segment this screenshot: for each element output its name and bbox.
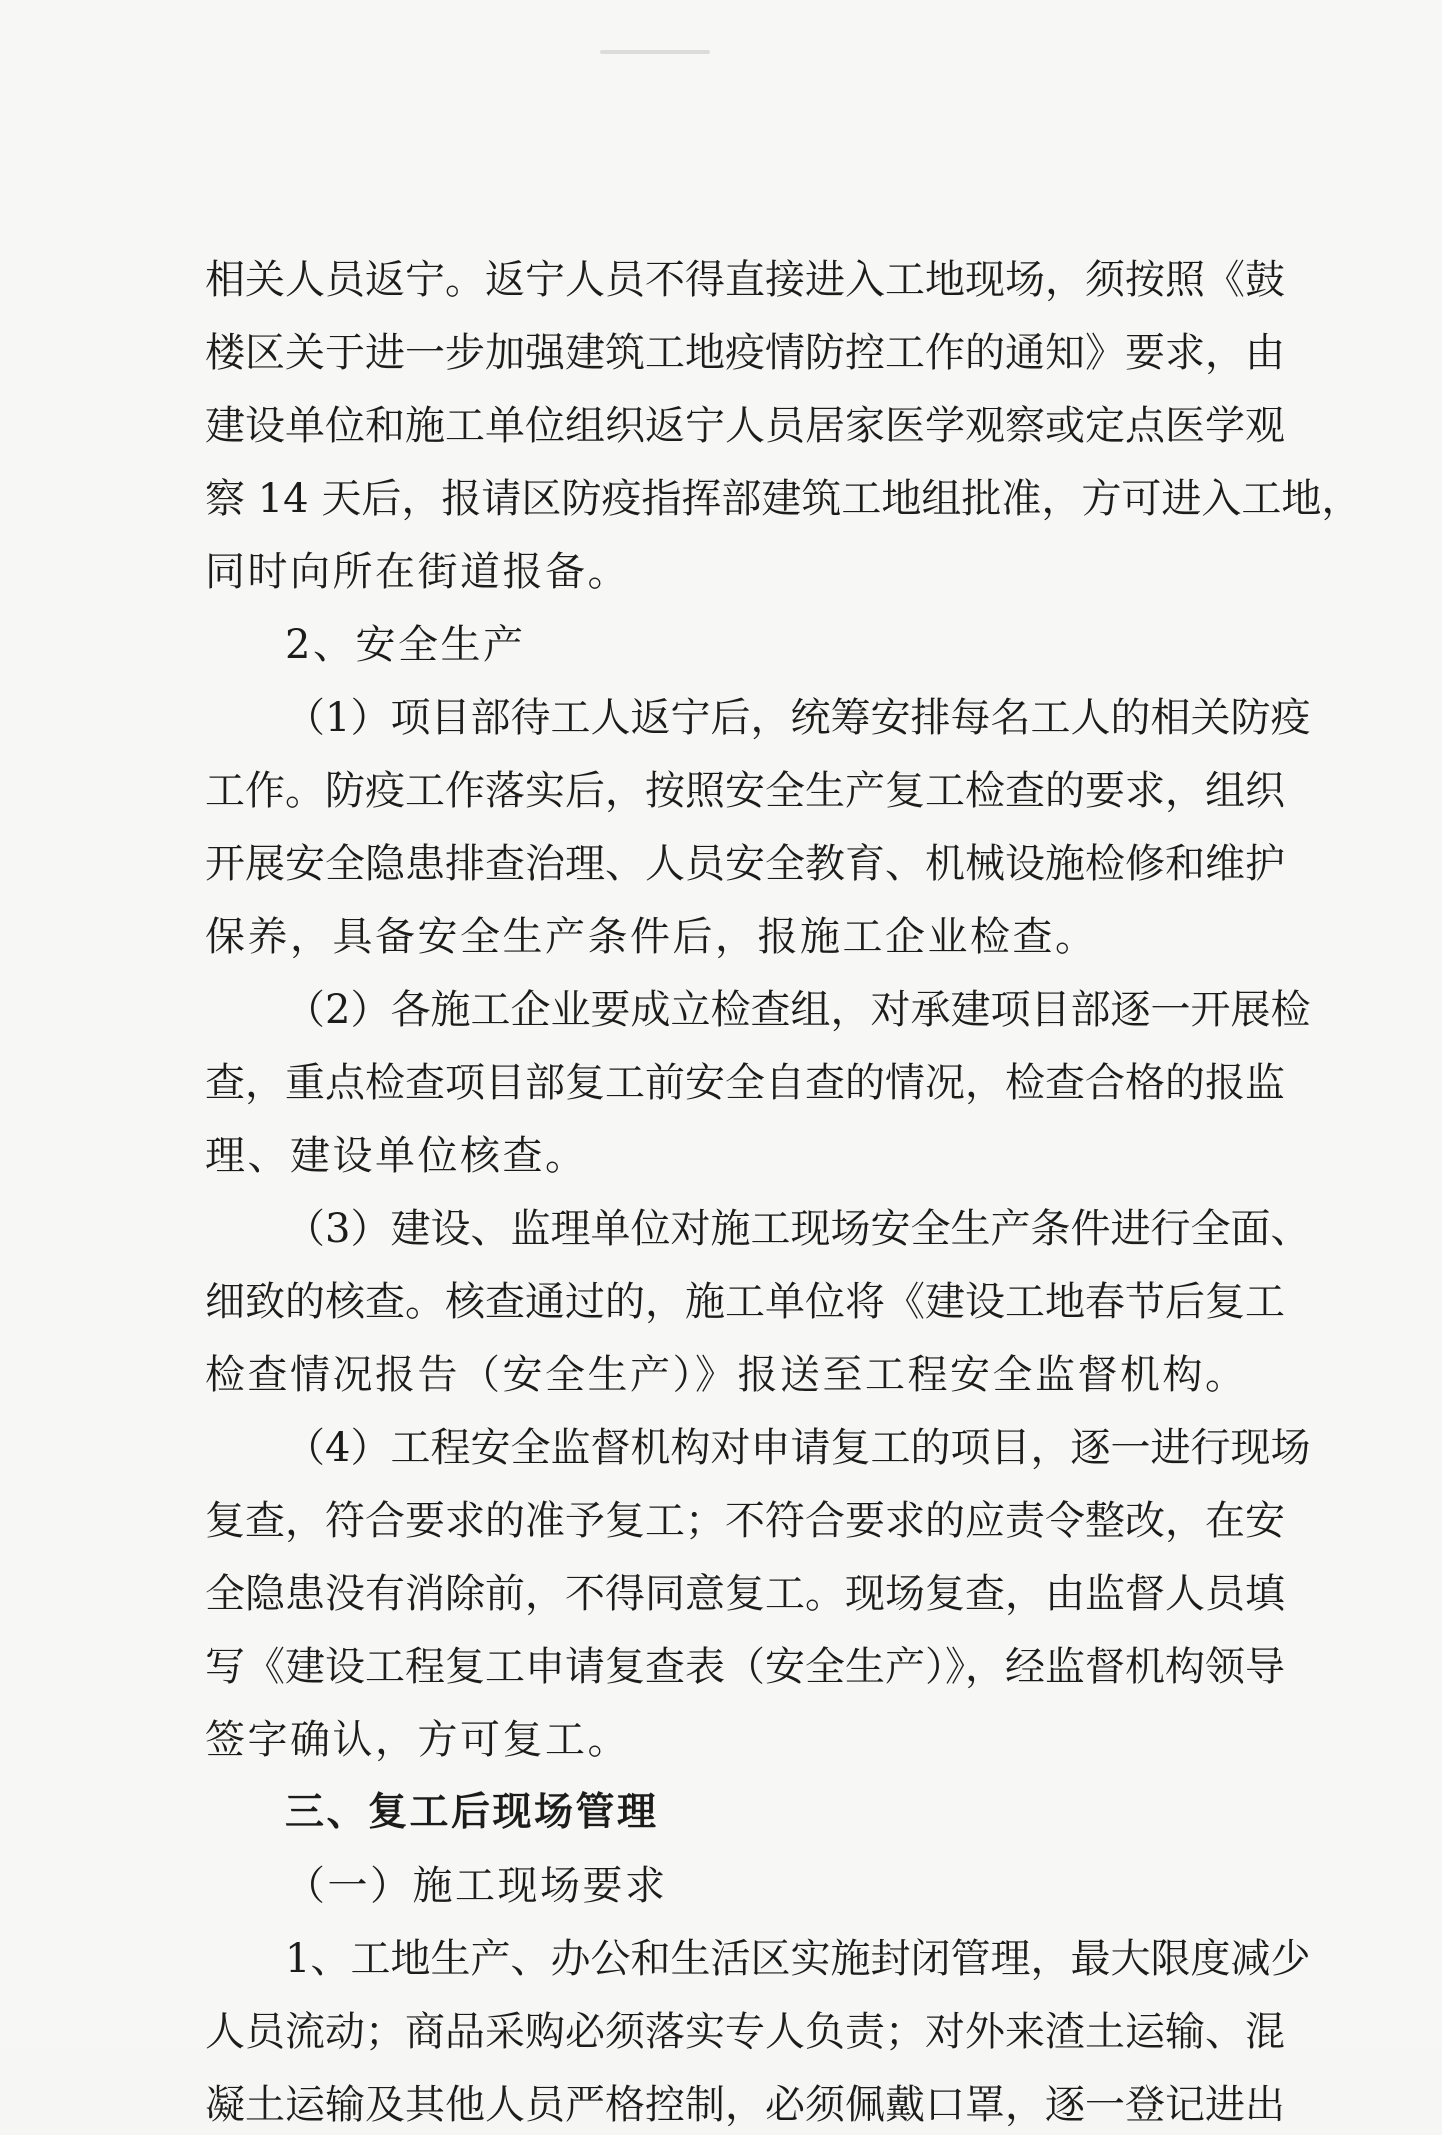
paragraph-line: （4）工程安全监督机构对申请复工的项目，逐一进行现场 xyxy=(285,1425,1311,1471)
paragraph-line: 楼区关于进一步加强建筑工地疫情防控工作的通知》要求，由 xyxy=(205,330,1285,376)
paragraph-line: （1）项目部待工人返宁后，统筹安排每名工人的相关防疫 xyxy=(285,695,1311,741)
paragraph-line: 理、建设单位核查。 xyxy=(205,1133,588,1179)
paragraph-line: 全隐患没有消除前，不得同意复工。现场复查，由监督人员填 xyxy=(205,1571,1285,1617)
paragraph-line: 凝土运输及其他人员严格控制，必须佩戴口罩，逐一登记进出 xyxy=(205,2082,1285,2128)
paragraph-line: 细致的核查。核查通过的，施工单位将《建设工地春节后复工 xyxy=(205,1279,1285,1325)
subsection-heading: （一）施工现场要求 xyxy=(285,1863,668,1909)
paragraph-line: （3）建设、监理单位对施工现场安全生产条件进行全面、 xyxy=(285,1206,1311,1252)
paragraph-line: 保养，具备安全生产条件后，报施工企业检查。 xyxy=(205,914,1098,960)
paragraph-line: 察 14 天后，报请区防疫指挥部建筑工地组批准，方可进入工地， xyxy=(205,476,1362,522)
paragraph-line: 签字确认，方可复工。 xyxy=(205,1717,630,1763)
paragraph-line: （2）各施工企业要成立检查组，对承建项目部逐一开展检 xyxy=(285,987,1311,1033)
paragraph-line: 1、工地生产、办公和生活区实施封闭管理，最大限度减少 xyxy=(285,1936,1311,1982)
section-heading: 2、安全生产 xyxy=(285,622,526,668)
chapter-heading: 三、复工后现场管理 xyxy=(285,1790,659,1835)
paragraph-line: 查，重点检查项目部复工前安全自查的情况，检查合格的报监 xyxy=(205,1060,1285,1106)
paragraph-line: 同时向所在街道报备。 xyxy=(205,549,630,595)
paragraph-line: 人员流动；商品采购必须落实专人负责；对外来渣土运输、混 xyxy=(205,2009,1285,2055)
scan-artifact xyxy=(600,50,710,54)
paragraph-line: 复查，符合要求的准予复工；不符合要求的应责令整改，在安 xyxy=(205,1498,1285,1544)
paragraph-line: 工作。防疫工作落实后，按照安全生产复工检查的要求，组织 xyxy=(205,768,1285,814)
paragraph-line: 相关人员返宁。返宁人员不得直接进入工地现场，须按照《鼓 xyxy=(205,257,1285,303)
paragraph-line: 建设单位和施工单位组织返宁人员居家医学观察或定点医学观 xyxy=(205,403,1285,449)
paragraph-line: 开展安全隐患排查治理、人员安全教育、机械设施检修和维护 xyxy=(205,841,1285,887)
paragraph-line: 写《建设工程复工申请复查表（安全生产）》，经监督机构领导 xyxy=(205,1644,1285,1690)
paragraph-line: 检查情况报告（安全生产）》报送至工程安全监督机构。 xyxy=(205,1352,1248,1398)
